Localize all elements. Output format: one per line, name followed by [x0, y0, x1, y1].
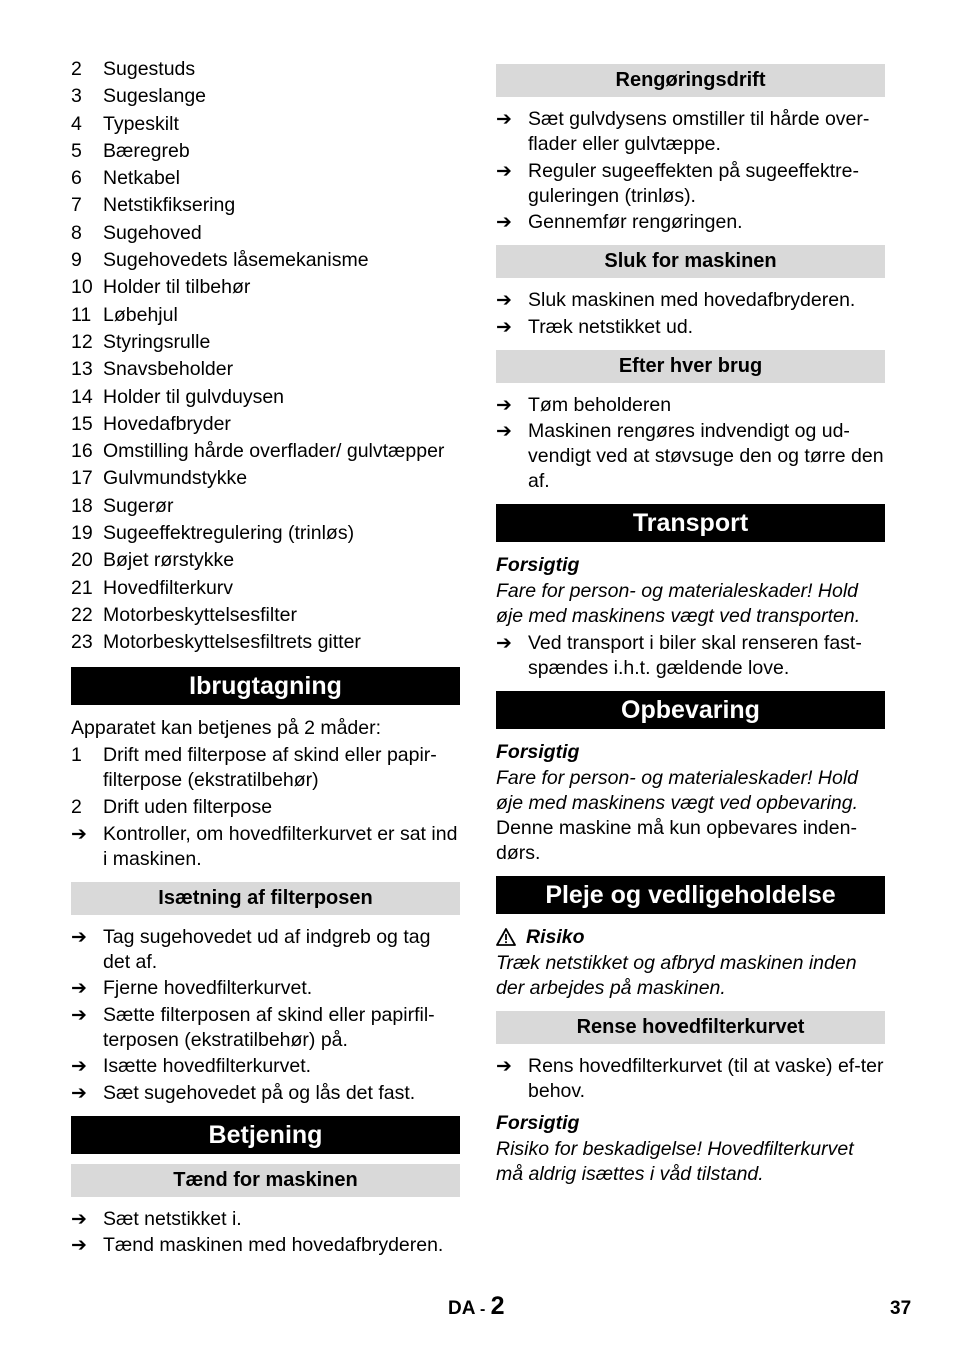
item-number: 10: [71, 276, 93, 299]
list-item: [496, 159, 885, 209]
item-number: 18: [71, 494, 93, 517]
list-item: [71, 165, 460, 192]
item-text: Gulvmundstykke: [103, 467, 248, 490]
right-arrow-icon: ➔: [71, 1208, 87, 1230]
item-number: 20: [71, 549, 93, 572]
after-use-steps: [496, 393, 885, 495]
footer-section-label: [448, 1292, 505, 1321]
item-number: 22: [71, 603, 93, 626]
item-text: Løbehjul: [103, 303, 178, 326]
right-arrow-icon: ➔: [71, 1056, 87, 1078]
list-item: [71, 520, 460, 547]
clean-filter-step: ➔ Rens hovedfilterkurvet (til at vaske) ef-ter behov.: [496, 1054, 884, 1102]
item-number: 23: [71, 631, 93, 654]
list-item: [71, 302, 460, 329]
right-arrow-icon: ➔: [496, 421, 512, 442]
list-item: [496, 315, 885, 340]
heading-transport: Transport: [496, 504, 885, 542]
transport-step: ➔ Ved transport i biler skal renseren fast-spændes i.h.t. gældende love.: [496, 631, 862, 679]
item-number: 14: [71, 385, 93, 408]
item-text: Omstilling hårde overflader/ gulvtæpper: [103, 440, 445, 463]
check-step: ➔ Kontroller, om hovedfilterkurvet er sat ind i maskinen.: [71, 822, 458, 870]
list-item: [496, 419, 885, 494]
step-text: Træk netstikket ud.: [528, 315, 694, 338]
step-text: Isætte hovedfilterkurvet.: [103, 1055, 312, 1078]
right-column: [496, 56, 885, 1187]
list-item: [71, 356, 460, 383]
step-text: Fjerne hovedfilterkurvet.: [103, 977, 313, 1000]
storage-caution-label: Forsigtig: [496, 740, 580, 763]
step-text: Sætte filterposen af skind eller papirfil-terposen (ekstratilbehør) på.: [103, 1003, 435, 1051]
item-number: 7: [71, 194, 82, 217]
item-text: Sugeslange: [103, 85, 207, 108]
heading-betjening: Betjening: [71, 1116, 460, 1154]
list-item: [71, 1233, 460, 1258]
heading-cleaning-mode: Rengøringsdrift: [496, 64, 885, 97]
storage-caution-text: Fare for person- og materialeskader! Hold øje med maskinens vægt ved opbevaring.: [496, 766, 859, 814]
right-arrow-icon: ➔: [71, 978, 87, 1000]
item-text: Sugehoved: [103, 221, 202, 244]
risk-label-row: [496, 924, 885, 951]
item-number: 1: [71, 743, 82, 766]
list-item: [71, 329, 460, 356]
list-item: [71, 1003, 460, 1053]
list-item: [71, 247, 460, 274]
footer-lang: DA: [448, 1298, 475, 1319]
step-text: Gennemfør rengøringen.: [528, 211, 743, 233]
filter-steps: [71, 925, 460, 1106]
modes-list: [71, 743, 460, 820]
item-text: Bæregreb: [103, 139, 190, 162]
item-number: 4: [71, 112, 82, 135]
right-arrow-icon: ➔: [496, 632, 512, 654]
item-text: Drift med filterpose af skind eller papir-filterpose (ekstratilbehør): [103, 743, 437, 791]
turn-off-steps: [496, 288, 885, 340]
parts-list: [71, 56, 460, 657]
transport-caution-text: Fare for person- og materialeskader! Hold øje med maskinens vægt ved transporten.: [496, 580, 861, 627]
list-item: [71, 602, 460, 629]
item-number: 11: [71, 303, 92, 326]
item-number: 3: [71, 85, 82, 108]
item-number: 15: [71, 412, 93, 435]
list-item: [71, 925, 460, 975]
heading-opbevaring: Opbevaring: [496, 691, 885, 729]
item-text: Sugeeffektregulering (trinløs): [103, 522, 355, 545]
list-item: [71, 83, 460, 110]
item-text: Snavsbeholder: [103, 358, 234, 381]
list-item: [71, 575, 460, 602]
list-item: [71, 438, 460, 465]
item-number: 21: [71, 576, 93, 599]
step-text: Sluk maskinen med hovedafbryderen.: [528, 289, 856, 311]
risk-label: Risiko: [526, 925, 585, 948]
item-number: 5: [71, 139, 82, 162]
step-text: Tøm beholderen: [528, 393, 672, 416]
heading-ibrugtagning: Ibrugtagning: [71, 667, 460, 705]
warning-triangle-icon: [496, 928, 516, 946]
list-item: [71, 976, 460, 1001]
list-item: [71, 547, 460, 574]
item-text: Motorbeskyttelsesfiltrets gitter: [103, 631, 361, 654]
cleaning-steps: [496, 107, 885, 235]
list-item: [496, 210, 885, 235]
right-arrow-icon: ➔: [496, 160, 512, 182]
right-arrow-icon: ➔: [496, 290, 512, 311]
filter-caution-text: Risiko for beskadigelse! Hovedfilterkurvet må aldrig isættes i våd tilstand.: [496, 1137, 854, 1185]
heading-turn-off: Sluk for maskinen: [496, 245, 885, 278]
list-item: [71, 795, 460, 820]
heading-filter-insertion: Isætning af filterposen: [71, 882, 460, 915]
right-arrow-icon: ➔: [496, 394, 512, 416]
item-text: Netkabel: [103, 167, 180, 190]
item-number: 19: [71, 522, 93, 545]
step-text: Tag sugehovedet ud af indgreb og tag det af.: [103, 925, 431, 973]
item-text: Styringsrulle: [103, 330, 211, 353]
item-text: Sugestuds: [103, 58, 196, 80]
right-arrow-icon: ➔: [71, 1082, 87, 1104]
footer-section-number: 2: [490, 1292, 505, 1320]
item-text: Motorbeskyttelsesfilter: [103, 603, 297, 626]
item-number: 17: [71, 467, 93, 490]
step-text: Reguler sugeeffekten på sugeeffektre-guleringen (trinløs).: [528, 159, 860, 207]
step-text: Sæt sugehovedet på og lås det fast.: [103, 1081, 416, 1104]
right-arrow-icon: ➔: [71, 926, 87, 948]
heading-after-use: Efter hver brug: [496, 350, 885, 383]
right-arrow-icon: ➔: [71, 1235, 87, 1257]
footer-separator: -: [480, 1301, 486, 1318]
item-number: 12: [71, 330, 93, 353]
step-text: Maskinen rengøres indvendigt og ud-vendigt ved at støvsuge den og tørre den af.: [528, 420, 884, 492]
list-item: [71, 465, 460, 492]
list-item: [71, 1081, 460, 1106]
item-number: 6: [71, 167, 82, 190]
list-item: [71, 384, 460, 411]
list-item: [71, 1054, 460, 1079]
item-number: 9: [71, 249, 82, 272]
item-number: 8: [71, 221, 82, 244]
list-item: [71, 56, 460, 83]
left-column: [71, 56, 460, 1260]
list-item: [496, 107, 885, 157]
list-item: [71, 274, 460, 301]
item-number: 2: [71, 795, 82, 818]
list-item: [71, 1207, 460, 1232]
filter-caution-label: Forsigtig: [496, 1111, 580, 1134]
list-item: [71, 743, 460, 793]
item-number: 13: [71, 358, 93, 381]
list-item: [496, 288, 885, 313]
item-text: Bøjet rørstykke: [103, 549, 235, 572]
storage-note: Denne maskine må kun opbevares inden-dørs.: [496, 816, 857, 864]
step-text: Sæt gulvdysens omstiller til hårde over-flader eller gulvtæppe.: [528, 108, 870, 155]
heading-clean-filter: Rense hovedfilterkurvet: [496, 1011, 885, 1044]
risk-text: Træk netstikket og afbryd maskinen inden der arbejdes på maskinen.: [496, 951, 857, 999]
list-item: [71, 629, 460, 656]
ibrugtagning-intro: Apparatet kan betjenes på 2 måder:: [71, 716, 382, 739]
list-item: [71, 192, 460, 219]
step-text: Sæt netstikket i.: [103, 1207, 242, 1230]
right-arrow-icon: ➔: [496, 1055, 512, 1077]
transport-caution-label: Forsigtig: [496, 554, 580, 576]
right-arrow-icon: ➔: [71, 823, 87, 845]
item-text: Sugehovedets låsemekanisme: [103, 249, 369, 272]
list-item: [71, 220, 460, 247]
item-text: Holder til gulvduysen: [103, 385, 285, 408]
list-item: [71, 111, 460, 138]
heading-turn-on: Tænd for maskinen: [71, 1164, 460, 1197]
list-item: [496, 393, 885, 418]
item-text: Hovedfilterkurv: [103, 576, 234, 599]
item-text: Sugerør: [103, 494, 174, 517]
right-arrow-icon: ➔: [496, 212, 512, 233]
list-item: [71, 493, 460, 520]
item-text: Holder til tilbehør: [103, 276, 251, 299]
step-text: Tænd maskinen med hovedafbryderen.: [103, 1234, 444, 1257]
item-number: 2: [71, 58, 82, 80]
item-text: Hovedafbryder: [103, 412, 231, 435]
item-text: Drift uden filterpose: [103, 795, 273, 818]
item-text: Typeskilt: [103, 112, 179, 135]
item-text: Netstikfiksering: [103, 194, 236, 217]
list-item: [71, 411, 460, 438]
right-arrow-icon: ➔: [496, 109, 512, 130]
item-number: 16: [71, 440, 93, 463]
heading-pleje: Pleje og vedligeholdelse: [496, 876, 885, 914]
right-arrow-icon: ➔: [496, 316, 512, 338]
list-item: [71, 138, 460, 165]
right-arrow-icon: ➔: [71, 1004, 87, 1026]
turn-on-steps: [71, 1207, 460, 1259]
page-number: 37: [890, 1298, 912, 1319]
